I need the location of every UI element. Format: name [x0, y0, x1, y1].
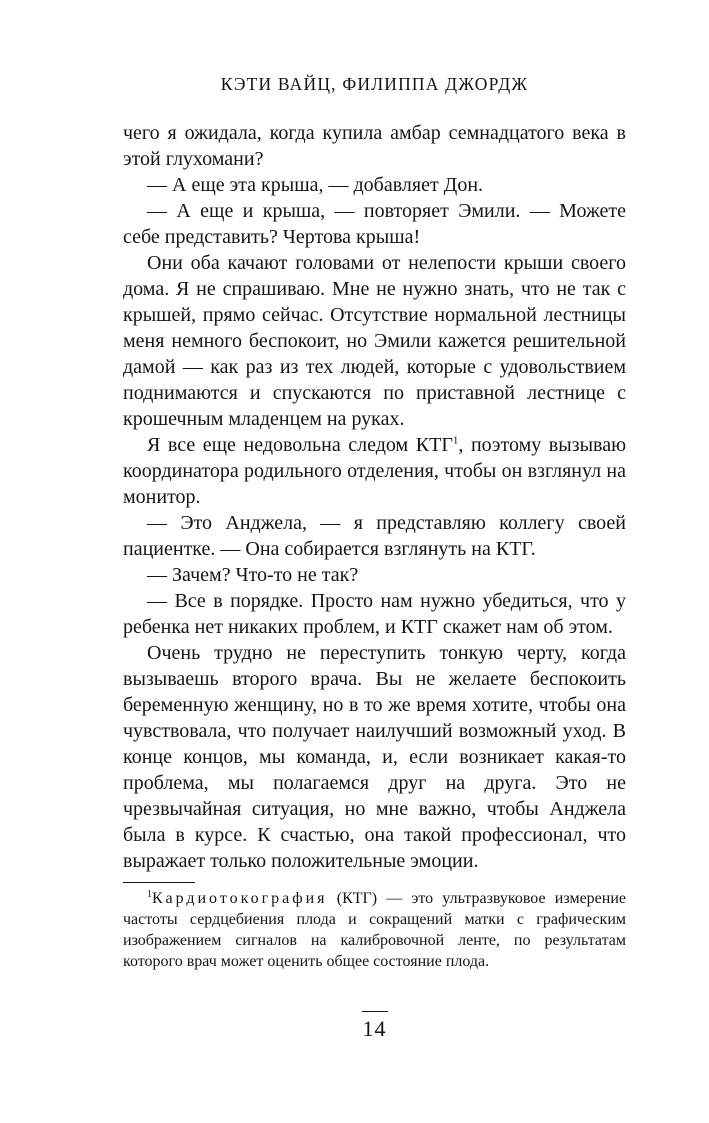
dialogue-line-question: — Зачем? Что-то не так? — [147, 564, 359, 586]
footnote-divider — [123, 882, 195, 883]
paragraph-ktg — [123, 432, 626, 510]
footnote-text: (КТГ) — это ультразвуковое измерение частоты сердцебиения плода и сокращений матки с графическим изображением сигналов на калибровочной ленте, по результатам которого врач может оценить общее состояние плода. — [123, 890, 626, 970]
book-page — [123, 0, 626, 1123]
dialogue-line-don: — А еще эта крыша, — добавляет Дон. — [147, 174, 484, 196]
paragraph-ktg-start: Я все еще недовольна следом КТГ — [147, 434, 453, 456]
paragraph-continuation: чего я ожидала, когда купила амбар семнадцатого века в этой глухомани? — [123, 122, 626, 170]
dialogue-line-emily: — А еще и крыша, — повторяет Эмили. — Можете себе представить? Чертова крыша! — [123, 200, 626, 248]
body-text — [123, 120, 626, 874]
paragraph-second-doctor: Очень трудно не переступить тонкую черту, когда вызываешь второго врача. Вы не желаете беспокоить беременную женщину, но в то же время хотите, чтобы она чувствовала, что получает наилучший возможный уход. В конце концов, мы команда, и, если возникает какая-то проблема, мы полагаемся друг на друга. Это не чрезвычайная ситуация, но мне важно, чтобы Анджела была в курсе. К счастью, она такой профессионал, что выражает только положительные эмоции. — [123, 642, 626, 872]
running-head-authors: КЭТИ ВАЙЦ, ФИЛИППА ДЖОРДЖ — [220, 74, 529, 94]
paragraph-roof: Они оба качают головами от нелепости крыши своего дома. Я не спрашиваю. Мне не нужно знать, что не так с крышей, прямо сейчас. Отсутствие нормальной лестницы меня немного беспокоит, но Эмили кажется решительной дамой — как раз из тех людей, которые с удовольствием поднимаются и спускаются по приставной лестнице с крошечным младенцем на руках. — [123, 252, 626, 430]
footnote-reference: 1 — [452, 434, 459, 447]
page-number: 14 — [362, 1016, 387, 1041]
dialogue-line-angela-intro: — Это Анджела, — я представляю коллегу своей пациентке. — Она собирается взглянуть на КТГ. — [123, 512, 626, 560]
footnote-number: 1 — [147, 888, 152, 900]
footnote — [123, 888, 626, 972]
page-number-divider — [362, 1011, 388, 1012]
footnote-term: Кардиотокография — [152, 890, 328, 907]
dialogue-line-reassurance: — Все в порядке. Просто нам нужно убедиться, что у ребенка нет никаких проблем, и КТГ скажет нам об этом. — [123, 590, 626, 638]
paragraph-ktg-end: , поэтому вызываю координатора родильного отделения, чтобы он взглянул на монитор. — [123, 434, 627, 508]
